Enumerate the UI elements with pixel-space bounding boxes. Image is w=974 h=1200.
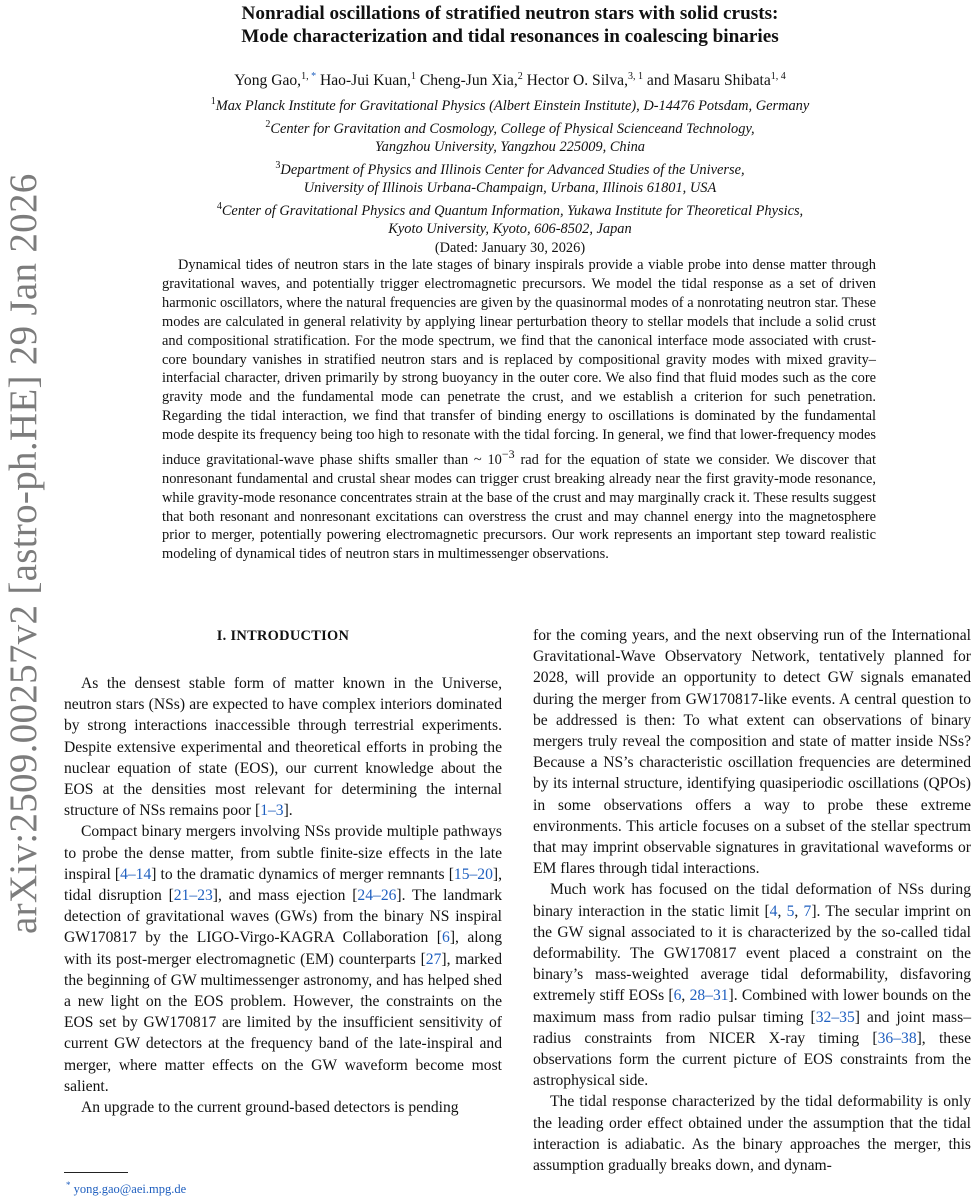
author-name: Hector O. Silva, [526,72,628,90]
citation-link[interactable]: 15–20 [453,865,493,883]
author-affil-mark: 2 [517,71,523,82]
left-column [64,626,502,1118]
author-list [160,68,860,90]
section-heading: I. INTRODUCTION [216,628,350,644]
citation-link[interactable]: 21–23 [173,887,213,905]
paragraph: The tidal response characterized by the tidal deformability is only the leading order effect obtained under the assumption that the tidal interaction is adiabatic. As the binary approaches the merger, this assumption gradually breaks down, and dynam- [533,1093,971,1175]
paragraph: Much work has focused on the tidal deformation of NSs during binary interaction in the static limit [4, 5, 7]. The secular imprint on the GW signal associated to it is characterized by the so-called tidal deformability. The GW170817 event placed a constraint on the binary’s mass-weighted average tidal deformability, disfavoring extremely stiff EOSs [6, 28–31]. Combined with lower bounds on the maximum mass from radio pulsar timing [32–35] and joint mass–radius constraints from NICER X-ray timing [36–38], these observations form the current picture of EOS constraints from the astrophysical side. [533,881,972,1090]
author-affil-mark: 3, 1 [628,71,643,82]
citation-link[interactable]: 4 [769,902,778,920]
affiliation-text: Kyoto University, Kyoto, 606-8502, Japan [388,221,632,238]
affiliation-number: 1 [210,96,216,107]
abstract-text: rad for the equation of state we consider. We discover that nonresonant fundamental and crustal shear modes can trigger crust breaking already near the first gravity-mode resonance, while gravity-mode resonance concentrates strain at the base of the crust and may marginally crack it. These results suggest that both resonant and nonresonant excitations can overstress the crust and may channel energy into the magnetosphere prior to merger, potentially powering electromagnetic precursors. Our work represents an important step toward realistic modeling of dynamical tides of neutron stars in multimessenger observations. [162,451,876,563]
email-link[interactable]: yong.gao@aei.mpg.de [73,1182,187,1197]
affiliation-line [140,116,880,139]
paragraph: for the coming years, and the next observing run of the International Gravitational-Wave Observatory Network, tentatively planned for 2028, will provide an opportunity to detect GW signals emanated during the merger from GW170817-like events. A central question to be addressed is then: To what extent can observations of binary mergers truly reveal the composition and state of matter inside NSs? Because a NS’s characteristic oscillation frequencies are determined by its internal structure, identifying quasiperiodic oscillations (QPOs) in some observations offers a way to probe these extreme environments. This article focuses on a subset of the stellar spectrum that may imprint observable signatures in gravitational waveforms or EM flares through tidal interactions. [533,627,971,878]
right-column [533,625,971,1176]
affiliation-line [140,179,880,198]
affiliation-text: Max Planck Institute for Gravitational Physics (Albert Einstein Institute), D-14476 Potsdam, Germany [215,97,810,114]
arxiv-identifier: arXiv:2509.00257v2 [astro-ph.HE] 29 Jan 2026 [2,173,45,934]
affiliation-text: Center of Gravitational Physics and Quantum Information, Yukawa Institute for Theoretical Physics, [221,202,804,219]
paragraph: Compact binary mergers involving NSs provide multiple pathways to probe the dense matter, from subtle finite-size effects in the late inspiral [4–14] to the dramatic dynamics of merger remnants [15–20], tidal disruption [21–23], and mass ejection [24–26]. The landmark detection of gravitational waves (GWs) from the binary NS inspiral GW170817 by the LIGO-Virgo-KAGRA Collaboration [6], along with its post-merger electromagnetic (EM) counterparts [27], marked the beginning of GW multimessenger astronomy, and has helped shed a new light on the EOS problem. However, the constraints on the EOS set by GW170817 are limited by the insufficient sensitivity of current GW detectors at the frequency band of the late-inspiral and merger, where matter effects on the GW waveform become most salient. [64,823,503,1095]
citation-link[interactable]: 32–35 [815,1008,855,1026]
citation-link[interactable]: 1–3 [260,802,284,820]
affiliation-text: University of Illinois Urbana-Champaign, Urbana, Illinois 61801, USA [303,180,717,197]
title-line: Mode characterization and tidal resonances in coalescing binaries [241,26,779,47]
title-line: Nonradial oscillations of stratified neutron stars with solid crusts: [241,3,779,24]
footnote-divider [64,1172,128,1173]
affiliations [140,93,880,258]
affiliation-line [140,138,880,157]
abstract-text: Dynamical tides of neutron stars in the late stages of binary inspirals provide a viable probe into dense matter through gravitational waves, and potentially trigger electromagnetic precursors. We model the tidal response as a set of driven harmonic oscillators, where the natural frequencies are given by the quasinormal modes of a nonrotating neutron star. These modes are calculated in general relativity by applying linear perturbation theory to stellar models that include a solid crust and compositional stratification. For the mode spectrum, we find that the canonical interface mode associated with crust-core boundary vanishes in stratified neutron stars and is replaced by compositional gravity modes with mixed gravity–interfacial character, driven primarily by strong buoyancy in the outer core. We also find that fluid modes such as the core gravity mode and the fundamental mode can penetrate the crust, and we establish a criterion for such penetration. Regarding the tidal interaction, we find that transfer of binding energy to oscillations is dominated by the fundamental mode despite its frequency being too high to resonate with the tidal forcing. In general, we find that lower-frequency modes induce gravitational-wave phase shifts smaller than ~ 10 [162,257,876,468]
author-name: Yong Gao, [234,72,302,90]
abstract-exponent: −3 [501,447,515,462]
citation-link[interactable]: 6 [442,929,450,947]
affiliation-number: 2 [265,118,271,130]
abstract [162,256,876,564]
affiliation-line [140,198,880,221]
citation-link[interactable]: 4–14 [120,865,152,883]
citation-link[interactable]: 36–38 [877,1029,917,1047]
paper-title [160,2,860,48]
affiliation-line [140,220,880,239]
affiliation-text: Department of Physics and Illinois Center for Advanced Studies of the Universe, [280,161,745,178]
author-name: Cheng-Jun Xia, [419,72,518,90]
citation-link[interactable]: 27 [425,950,442,968]
corresponding-author-mark[interactable]: * [311,71,317,82]
affiliation-number: 3 [275,159,281,171]
affiliation-line [140,157,880,180]
footnote-mark: * [66,1180,71,1190]
author-affil-mark: 1, [301,71,312,82]
footnote [66,1178,186,1197]
author-affil-mark: 1, 4 [770,71,786,82]
citation-link[interactable]: 24–26 [357,887,397,905]
citation-link[interactable]: 7 [803,902,812,920]
citation-link[interactable]: 6 [673,987,682,1005]
affiliation-number: 4 [216,200,222,212]
citation-link[interactable]: 5 [786,902,795,920]
citation-link[interactable]: 28–31 [689,987,729,1005]
paragraph: As the densest stable form of matter known in the Universe, neutron stars (NSs) are expected to have complex interiors dominated by strong interactions inaccessible through terrestrial experiments. Despite extensive experimental and theoretical efforts in probing the nuclear equation of state (EOS), our current knowledge about the EOS at the densities most relevant for determining the internal structure of NSs remains poor [1–3]. [64,675,502,820]
affiliation-text: Yangzhou University, Yangzhou 225009, China [375,139,645,155]
author-affil-mark: 1 [410,71,416,82]
date-line: (Dated: January 30, 2026) [434,240,586,257]
author-name: Hao-Jui Kuan, [320,72,411,90]
affiliation-text: Center for Gravitation and Cosmology, College of Physical Scienceand Technology, [270,120,755,137]
paragraph: An upgrade to the current ground-based detectors is pending [81,1099,459,1117]
affiliation-line [140,93,880,116]
author-name: and Masaru Shibata [646,72,771,90]
